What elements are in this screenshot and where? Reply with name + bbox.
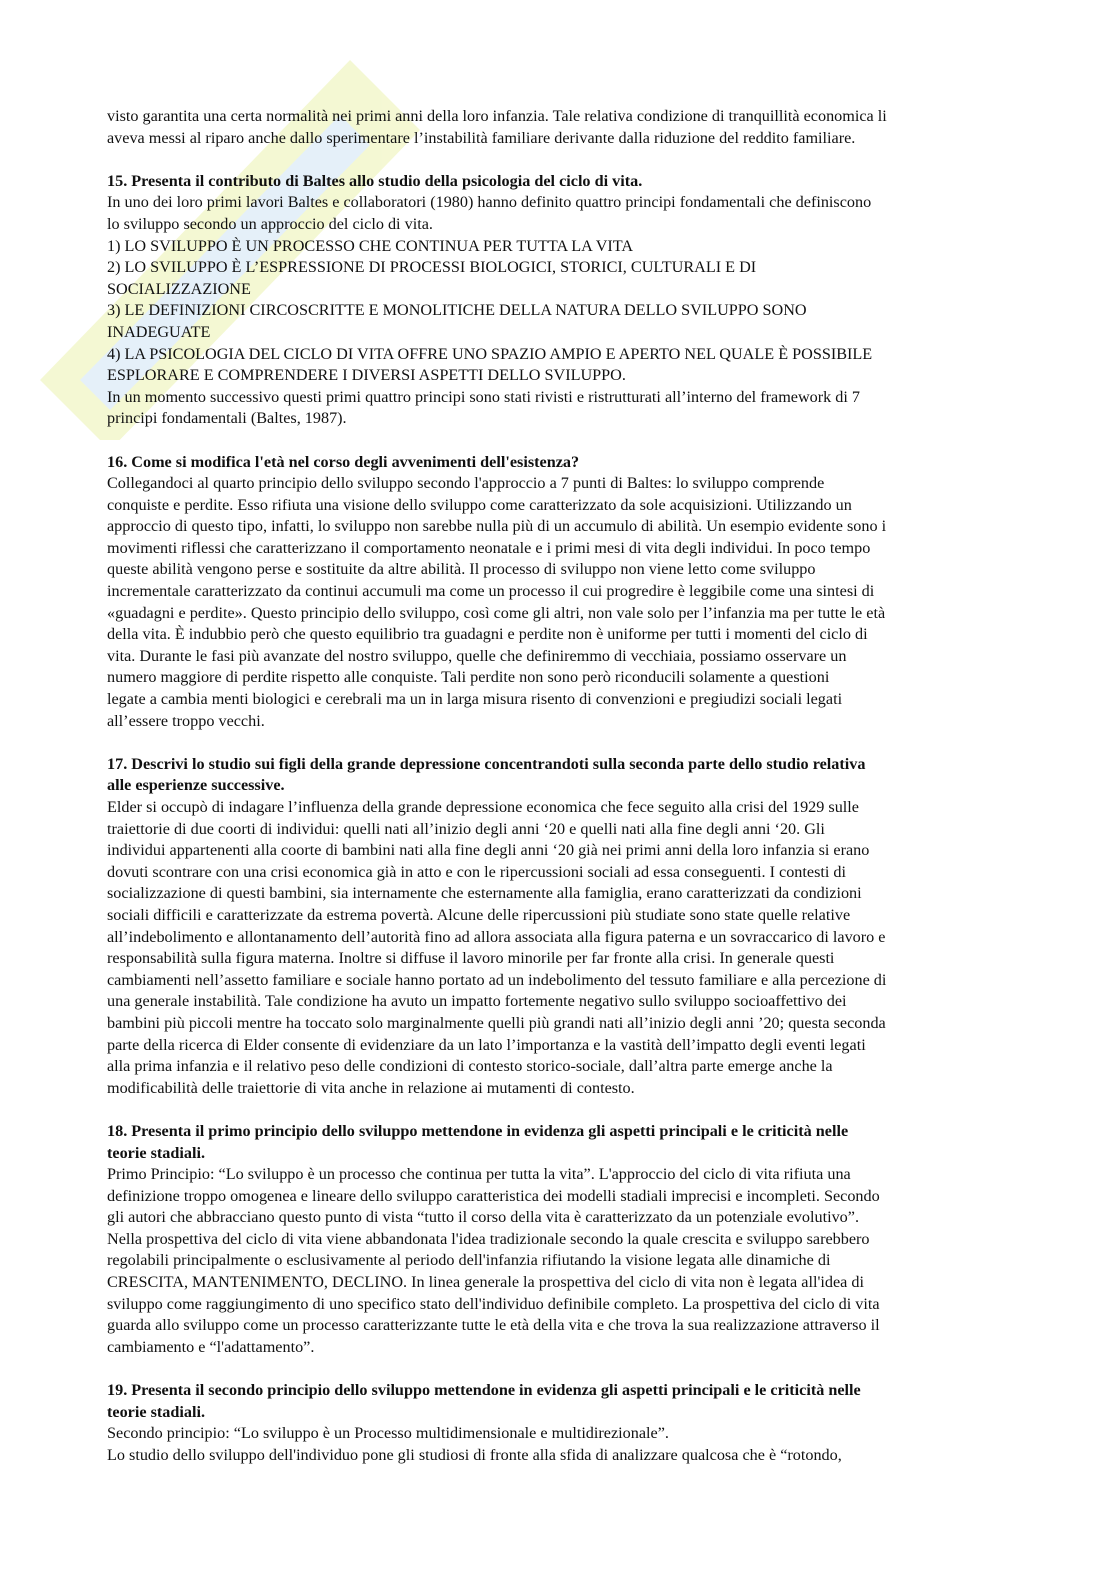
answer-line: individui appartenenti alla coorte di bambini nati alla fine degli anni ‘20 già nei primi anni della loro infanzia si erano [107,841,870,860]
answer-line: traiettorie di due coorti di individui: quelli nati all’inizio degli anni ‘20 e quelli nati alla fine degli anni ‘20. Gli [107,819,825,838]
answer-line: 3) LE DEFINIZIONI CIRCOSCRITTE E MONOLITICHE DELLA NATURA DELLO SVILUPPO SONO [107,301,807,320]
answer-line: sociali difficili e caratterizzate da estrema povertà. Alcune delle ripercussioni più studiate sono state quelle relative [107,905,851,924]
answer-line: Nella prospettiva del ciclo di vita viene abbandonata l'idea tradizionale secondo la quale crescita e sviluppo sarebbero [107,1229,870,1248]
answer-line: socializzazione di questi bambini, sia internamente che esternamente alla famiglia, erano caratterizzati da condizioni [107,884,862,903]
answer-line: 2) LO SVILUPPO È L’ESPRESSIONE DI PROCESSI BIOLOGICI, STORICI, CULTURALI E DI [107,258,757,277]
answer-line: della vita. È indubbio però che questo equilibrio tra guadagni e perdite non è uniforme per tutti i momenti del ciclo di [107,625,868,644]
question-section [107,754,1007,1100]
question-section [107,1121,1007,1359]
answer-line: movimenti riflessi che caratterizzano il comportamento neonatale e i primi mesi di vita degli individui. In poco tempo [107,538,871,557]
question-title-line: 17. Descrivi lo studio sui figli della grande depressione concentrandoti sulla seconda parte dello studio relativa [107,754,866,773]
answer-line: Collegandoci al quarto principio dello sviluppo secondo l'approccio a 7 punti di Baltes: lo sviluppo comprende [107,474,825,493]
answer-line: dovuti scontrare con una crisi economica già in atto e con le ripercussioni sociali ad essa conseguenti. I contesti di [107,862,846,881]
answer-line: Elder si occupò di indagare l’influenza della grande depressione economica che fece seguito alla crisi del 1929 sulle [107,798,859,816]
answer-line: bambini più piccoli mentre ha toccato solo marginalmente quelli più grandi nati all’inizio degli anni ’20; questa seconda [107,1013,886,1032]
document-page [107,106,1007,1466]
answer-line: In un momento successivo questi primi quattro principi sono stati rivisti e ristrutturati all’interno del framework di 7 [107,387,861,406]
question-section [107,171,1007,430]
answer-line: Secondo principio: “Lo sviluppo è un Processo multidimensionale e multidirezionale”. [107,1424,669,1443]
answer-line: numero maggiore di perdite rispetto alle conquiste. Tali perdite non sono però riconducili solamente a questioni [107,668,830,687]
answer-line: CRESCITA, MANTENIMENTO, DECLINO. In linea generale la prospettiva del ciclo di vita non è legata all'idea di [107,1273,864,1292]
intro-line: aveva messi al riparo anche dallo sperimentare l’instabilità familiare derivante dalla riduzione del reddito familiare. [107,128,856,147]
answer-line: all’indebolimento e allontanamento dell’autorità fino ad allora associata alla figura paterna e un sovraccarico di lavoro e [107,927,886,946]
answer-line: modificabilità delle traiettorie di vita anche in relazione ai mutamenti di contesto. [107,1078,635,1097]
answer-line: 1) LO SVILUPPO È UN PROCESSO CHE CONTINUA PER TUTTA LA VITA [107,236,634,255]
answer-line: gli autori che abbracciano questo punto di vista “tutto il corso della vita è caratterizzato da un potenziale evolutivo”. [107,1208,859,1227]
question-title-line: 15. Presenta il contributo di Baltes allo studio della psicologia del ciclo di vita. [107,171,643,190]
intro-paragraph [107,106,1007,149]
answer-line: all’essere troppo vecchi. [107,711,265,730]
answer-line: una generale instabilità. Tale condizione ha avuto un impatto fortemente negativo sullo sviluppo socioaffettivo dei [107,992,847,1011]
question-title-line: alle esperienze successive. [107,776,285,795]
answer-line: In uno dei loro primi lavori Baltes e collaboratori (1980) hanno definito quattro principi fondamentali che definiscono [107,193,872,212]
answer-line: approccio di questo tipo, infatti, lo sviluppo non sarebbe nulla più di un accumulo di abilità. Un esempio evidente sono i [107,517,887,536]
question-section [107,1380,1007,1466]
answer-line: regolabili principalmente o esclusivamente al periodo dell'infanzia rifiutando la visione legata alle dinamiche di [107,1251,831,1270]
answer-line: legate a cambia menti biologici e cerebrali ma un in larga misura risento di convenzioni e pregiudizi sociali legati [107,690,843,709]
answer-line: definizione troppo omogenea e lineare dello sviluppo caratteristica dei modelli stadiali imprecisi e incompleti. Secondo [107,1186,880,1205]
question-title-line: teorie stadiali. [107,1402,206,1421]
question-title-line: 16. Come si modifica l'età nel corso degli avvenimenti dell'esistenza? [107,452,580,471]
question-title-line: 18. Presenta il primo principio dello sviluppo mettendone in evidenza gli aspetti principali e le criticità nelle [107,1121,849,1140]
answer-line: incrementale caratterizzato da continui accumuli ma come un processo il cui progredire è leggibile come una sintesi di [107,582,875,601]
answer-line: conquiste e perdite. Esso rifiuta una visione dello sviluppo come caratterizzato da sole acquisizioni. Utilizzando un [107,495,852,514]
answer-line: principi fondamentali (Baltes, 1987). [107,409,347,428]
answer-line: alla prima infanzia e il relativo peso delle condizioni di contesto storico-sociale, dall’altra parte emerge anche la [107,1057,833,1076]
answer-line: «guadagni e perdite». Questo principio dello sviluppo, così come gli altri, non vale solo per l’infanzia ma per tutte le età [107,603,886,622]
answer-line: vita. Durante le fasi più avanzate del nostro sviluppo, quelle che definiremmo di vecchiaia, possiamo osservare un [107,646,847,665]
answer-line: parte della ricerca di Elder consente di evidenziare da un lato l’importanza e la vastità dell’impatto degli eventi legati [107,1035,866,1054]
answer-line: guarda allo sviluppo come un processo caratterizzante tutte le età della vita e che trova la sua realizzazione attraverso il [107,1316,880,1335]
answer-line: Primo Principio: “Lo sviluppo è un processo che continua per tutta la vita”. L'approccio del ciclo di vita rifiuta una [107,1165,851,1184]
sections-container [107,171,1007,1467]
answer-line: INADEGUATE [107,322,211,341]
question-title-line: teorie stadiali. [107,1143,206,1162]
answer-line: SOCIALIZZAZIONE [107,279,251,298]
answer-line: Lo studio dello sviluppo dell'individuo pone gli studiosi di fronte alla sfida di analizzare qualcosa che è “rotondo, [107,1445,842,1464]
answer-line: lo sviluppo secondo un approccio del ciclo di vita. [107,214,433,233]
answer-line: responsabilità sulla figura materna. Inoltre si diffuse il lavoro minorile per far fronte alla crisi. In generale questi [107,949,835,968]
question-title-line: 19. Presenta il secondo principio dello sviluppo mettendone in evidenza gli aspetti principali e le criticità nelle [107,1381,861,1400]
intro-line: visto garantita una certa normalità nei primi anni della loro infanzia. Tale relativa condizione di tranquillità economica li [107,107,887,125]
answer-line: ESPLORARE E COMPRENDERE I DIVERSI ASPETTI DELLO SVILUPPO. [107,366,626,385]
answer-line: cambiamenti nell’assetto familiare e sociale hanno portato ad un indebolimento del tessuto familiare e alla percezione di [107,970,887,989]
question-section [107,452,1007,733]
answer-line: sviluppo come raggiungimento di uno specifico stato dell'individuo definibile completo. La prospettiva del ciclo di vita [107,1294,880,1313]
answer-line: 4) LA PSICOLOGIA DEL CICLO DI VITA OFFRE UNO SPAZIO AMPIO E APERTO NEL QUALE È POSSIBILE [107,344,873,363]
answer-line: queste abilità vengono perse e sostituite da altre abilità. Il processo di sviluppo non viene letto come sviluppo [107,560,816,579]
answer-line: cambiamento e “l'adattamento”. [107,1337,315,1356]
